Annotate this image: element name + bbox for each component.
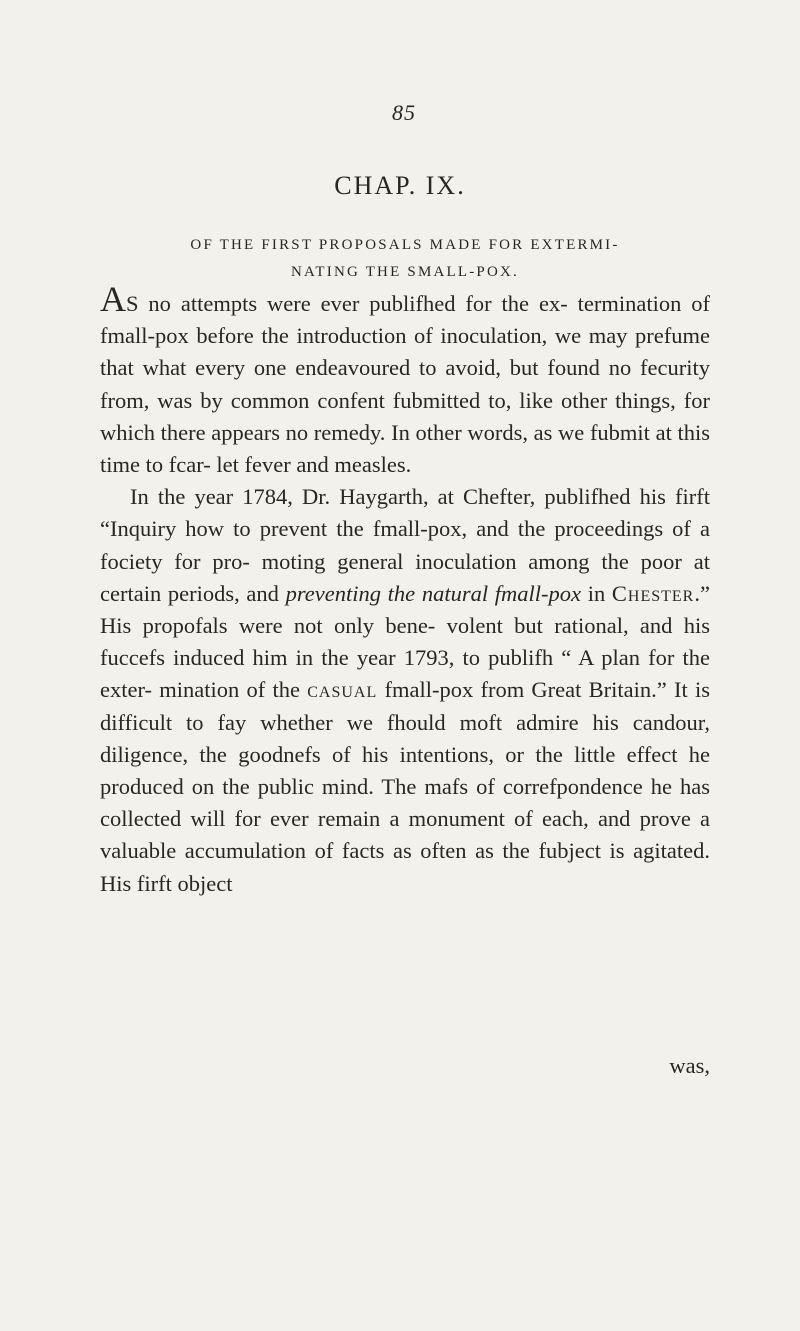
- paragraph-1-text: no attempts were ever publifhed for the ex- termination of fmall-pox before the introduction of inoculation, we may prefume that what every one endeavoured to avoid, but found no fecurity from, was by common confent fubmitted to, like other things, for which there appears no remedy. In other words, as we fubmit at this time to fcar- let fever and measles.: [100, 291, 710, 478]
- initial-word-rest: S: [126, 291, 139, 316]
- catchword: was,: [669, 1053, 710, 1078]
- drop-initial: A: [100, 279, 126, 319]
- paragraph-2-italic-title: preventing the natural fmall-pox: [285, 580, 582, 606]
- page-number: 85: [392, 100, 416, 125]
- body-text: [100, 279, 710, 900]
- paragraph-2-text-b: in: [581, 580, 612, 606]
- paragraph-2-text-c: .” His propofals were not only bene- volent but rational, and his fuccefs induced him in the year 1793, to publifh “ A plan for the exter- mination of the: [100, 580, 710, 703]
- paragraph-2-text-a: In the year 1784, Dr. Haygarth, at Chefter, publifhed his firft “Inquiry how to prevent the fmall-pox, and the proceedings of a fociety for pro- moting general inoculation among the poor at certain periods, and: [100, 484, 710, 606]
- chapter-subtitle-line-2: NATING THE SMALL-POX.: [290, 264, 519, 280]
- paragraph-1: [100, 279, 710, 481]
- chapter-title: CHAP. IX.: [334, 171, 466, 200]
- paragraph-2-text-d: fmall-pox from Great Britain.” It is difficult to fay whether we fhould moft admire his candour, diligence, the goodnefs of his intentions, or the little effect he produced on the public mind. The mafs of correfpondence he has collected will for ever remain a monument of each, and prove a valuable accumulation of facts as often as the fubject is agitated. His firft object: [100, 677, 710, 896]
- chapter-subtitle: [100, 232, 710, 286]
- paragraph-2-place-name: Chester: [611, 580, 695, 606]
- paragraph-2: [100, 481, 710, 900]
- paragraph-2-casual: casual: [307, 677, 378, 703]
- chapter-subtitle-line-1: OF THE FIRST PROPOSALS MADE FOR EXTERMI-: [190, 237, 620, 253]
